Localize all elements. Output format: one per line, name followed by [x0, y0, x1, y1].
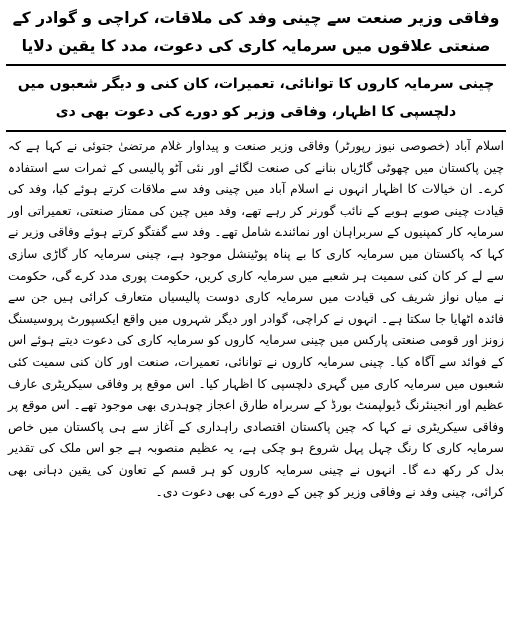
subheadline: چینی سرمایہ کاروں کا توانائی، تعمیرات، کان کنی و دیگر شعبوں میں دلچسپی کا اظہار، وفاقی وزیر کو دورے کی دعوت بھی دی [17, 76, 495, 120]
article-body: اسلام آباد (خصوصی نیوز رپورٹر) وفاقی وزیر صنعت و پیداوار غلام مرتضیٰ جتوئی نے کہا ہے کہ چین پاکستان میں چھوٹی گاڑیاں بنانے کی صنعت لگائے اور نئی آٹو پالیسی کے ثمرات سے استفادہ کرے۔ ان خیالات کا اظہار انہوں نے اسلام آباد میں چینی وفد سے ملاقات کرتے ہوئے کیا، وفد کی قیادت چینی صوبے ہوبے کے نائب گورنر کر رہے تھے، وفد میں چین کی ممتاز صنعتی، تعمیراتی اور سرمایہ کار کمپنیوں کے سربراہان اور نمائندے شامل تھے۔ وفد سے گفتگو کرتے ہوئے وفاقی وزیر نے کہا کہ پاکستان میں سرمایہ کاری کا بے پناہ پوٹینشل موجود ہے، چینی سرمایہ کار گاڑی سازی سے لے کر کان کنی سمیت ہر شعبے میں سرمایہ کاری کریں، حکومت پوری مدد کرے گی، حکومت نے میاں نواز شریف کی قیادت میں سرمایہ کاری دوست پالیسیاں متعارف کرائی ہیں جن سے فائدہ اٹھایا جا سکتا ہے۔ انہوں نے کراچی، گوادر اور دیگر شہروں میں واقع ایکسپورٹ پروسیسنگ زونز اور قومی صنعتی پارکس میں چینی سرمایہ کاروں کو سرمایہ کاری کی دعوت دیتے ہوئے اس کے فوائد سے آگاہ کیا۔ چینی سرمایہ کاروں نے توانائی، تعمیرات، صنعت اور کان کنی سمیت کئی شعبوں میں سرمایہ کاری میں گہری دلچسپی کا اظہار کیا۔ اس موقع پر وفاقی سیکریٹری عارف عظیم اور انجینئرنگ ڈیولپمنٹ بورڈ کے سربراہ طارق اعجاز چوہدری بھی موجود تھے۔ اس موقع پر وفاقی سیکریٹری نے کہا کہ چین پاکستان اقتصادی راہداری کے آغاز سے ہی پاکستان میں خاص سرمایہ کاری کا رنگ چہل پہل شروع ہو چکی ہے، یہ عظیم منصوبہ ہے جو اس ملک کی تقدیر بدل کر رکھ دے گا۔ انہوں نے چینی سرمایہ کاروں کو ہر قسم کے تعاون کی یقین دہانی بھی کرائی، چینی وفد نے وفاقی وزیر کو چین کے دورے کی بھی دعوت دی۔ [8, 139, 504, 499]
headline-divider [6, 64, 506, 66]
headline: وفاقی وزیر صنعت سے چینی وفد کی ملاقات، کراچی و گوادر کے صنعتی علاقوں میں سرمایہ کاری کی دعوت، مدد کا یقین دلایا [12, 9, 500, 55]
subheadline-divider [6, 130, 506, 132]
